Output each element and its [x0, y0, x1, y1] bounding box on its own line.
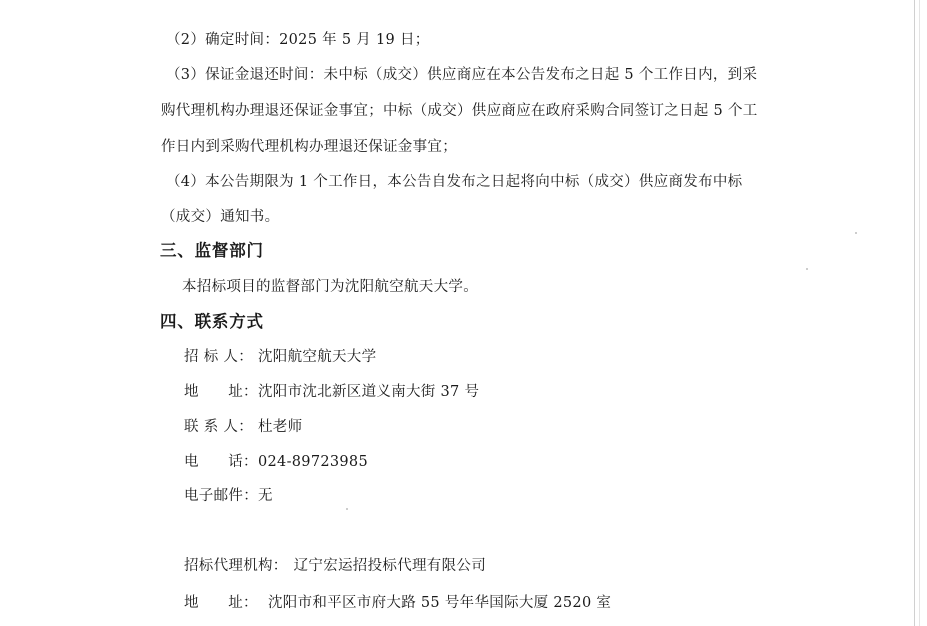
scan-speck	[346, 508, 348, 510]
scan-speck	[855, 232, 857, 234]
purchaser-email-value: 无	[258, 488, 273, 504]
purchaser-name-row	[184, 348, 376, 366]
purchaser-address-value: 沈阳市沈北新区道义南大街 37 号	[258, 384, 480, 400]
purchaser-contact-row	[184, 418, 302, 436]
section-heading-supervision: 三、监督部门	[160, 241, 264, 260]
notice-item-4-line-2: （成交）通知书。	[161, 209, 280, 225]
agency-name-label: 招标代理机构：	[184, 558, 288, 574]
notice-item-3-line-1: （3）保证金退还时间：未中标（成交）供应商应在本公告发布之日起 5 个工作日内，到采	[166, 67, 758, 83]
purchaser-name-label: 招 标 人：	[184, 349, 254, 365]
purchaser-contact-value: 杜老师	[258, 419, 303, 435]
purchaser-phone-row	[184, 453, 368, 471]
purchaser-address-row	[184, 383, 479, 401]
notice-item-2: （2）确定时间：2025 年 5 月 19 日；	[166, 32, 430, 48]
purchaser-name-value: 沈阳航空航天大学	[258, 349, 377, 365]
supervision-text: 本招标项目的监督部门为沈阳航空航天大学。	[182, 279, 478, 295]
agency-address-row	[184, 594, 611, 612]
scan-speck	[806, 268, 808, 270]
agency-name-value: 辽宁宏运招投标代理有限公司	[293, 558, 487, 574]
purchaser-contact-label: 联 系 人：	[184, 419, 254, 435]
agency-name-row	[184, 557, 486, 575]
purchaser-phone-label: 电 话：	[184, 454, 258, 470]
notice-item-4-line-1: （4）本公告期限为 1 个工作日，本公告自发布之日起将向中标（成交）供应商发布中标	[166, 174, 743, 190]
agency-address-value: 沈阳市和平区市府大路 55 号年华国际大厦 2520 室	[268, 595, 612, 611]
page-edge-line	[919, 0, 920, 626]
purchaser-email-row	[184, 487, 273, 505]
notice-item-3-line-2: 购代理机构办理退还保证金事宜；中标（成交）供应商应在政府采购合同签订之日起 5 个工	[161, 103, 758, 119]
purchaser-address-label: 地 址：	[184, 384, 258, 400]
purchaser-phone-value: 024-89723985	[258, 454, 368, 470]
notice-item-3-line-3: 作日内到采购代理机构办理退还保证金事宜；	[161, 139, 457, 155]
agency-address-label: 地 址：	[184, 595, 258, 611]
page-edge-line	[914, 0, 915, 626]
purchaser-email-label: 电子邮件：	[184, 488, 258, 504]
section-heading-contact: 四、联系方式	[160, 312, 264, 331]
